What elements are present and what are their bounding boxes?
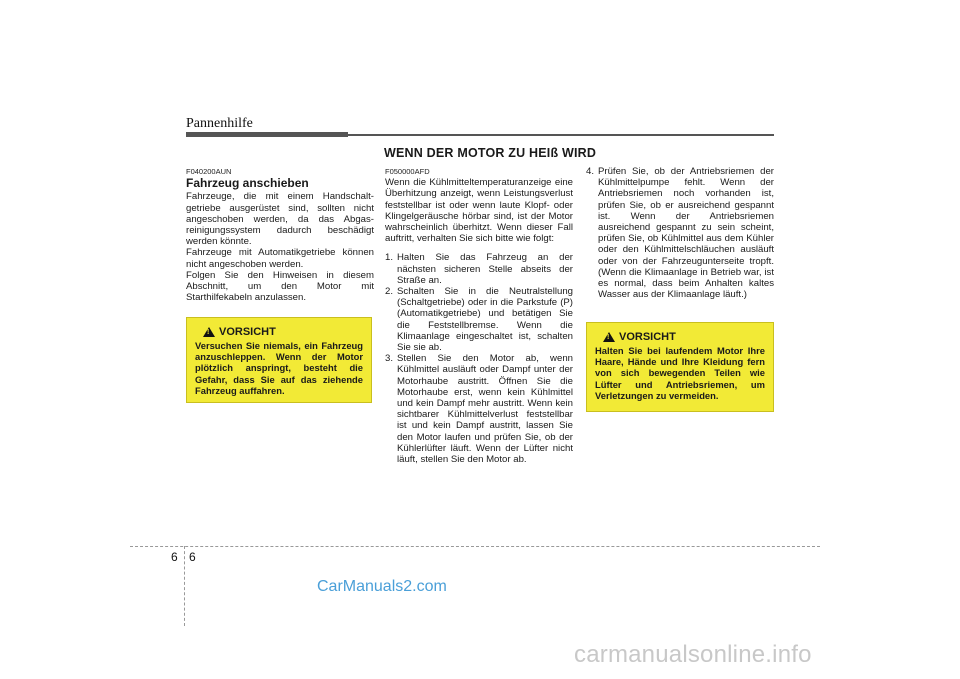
- right-column: [586, 166, 774, 300]
- section-code: F050000AFD: [385, 167, 430, 176]
- list-item: 1. Halten Sie das Fahrzeug an der nächsten sicheren Stelle abseits der Straße an.: [385, 252, 573, 286]
- header-rule: [348, 134, 774, 136]
- warning-body: Halten Sie bei laufendem Motor Ihre Haare, Hände und Ihre Kleidung fern von sich bewegenden Teilen wie Lüfter und Antriebsriemen, um Verletzungen zu vermeiden.: [595, 345, 765, 401]
- watermark-left: CarManuals2.com: [317, 578, 447, 595]
- page-number: 6: [189, 550, 196, 564]
- section-code: F040200AUN: [186, 167, 232, 176]
- steps-list: [586, 166, 774, 300]
- footer-divider: [184, 546, 185, 626]
- paragraph: Fahrzeuge, die mit einem Handschaltgetriebe ausgerüstet sind, sollten nicht angeschoben werden, da das Abgasreinigungssystem dadurch beschädigt werden könnte.: [186, 191, 374, 248]
- warning-title: [203, 326, 363, 338]
- warning-body: Versuchen Sie niemals, ein Fahrzeug anzuschleppen. Wenn der Motor plötzlich anspringt, besteht die Gefahr, dass Sie auf das ziehende Fahrzeug auffahren.: [195, 340, 363, 396]
- subsection-title: Fahrzeug anschieben: [186, 176, 309, 191]
- section-heading: WENN DER MOTOR ZU HEIß WIRD: [384, 146, 597, 160]
- footer-rule: [130, 546, 820, 547]
- warning-title-text: VORSICHT: [619, 331, 676, 343]
- watermark-right: carmanualsonline.info: [574, 641, 812, 668]
- list-item: 3. Stellen Sie den Motor ab, wenn Kühlmittel ausläuft oder Dampf unter der Motorhaube austritt. Öffnen Sie die Motorhaube erst, wenn kein Kühlmittel und kein Dampf mehr austritt. Wenn kein sichtbarer Kühlmittelverlust feststellbar ist und kein Dampf austritt, lassen Sie den Motor laufen und prüfen Sie, ob der Kühlerlüfter läuft. Wenn der Lüfter nicht läuft, stellen Sie den Motor ab.: [385, 353, 573, 466]
- warning-triangle-icon: !: [603, 332, 615, 342]
- paragraph: Fahrzeuge mit Automatikgetriebe können nicht angeschoben werden.: [186, 247, 374, 270]
- warning-title: [603, 331, 765, 343]
- chapter-number: 6: [171, 550, 178, 564]
- paragraph: Folgen Sie den Hinweisen in diesem Abschnitt, um den Motor mit Starthilfekabeln anzulassen.: [186, 269, 374, 304]
- steps-list: [385, 252, 573, 465]
- header-bar: [186, 132, 348, 137]
- warning-box: [586, 322, 774, 412]
- section-title: Pannenhilfe: [186, 116, 253, 131]
- intro-paragraph: Wenn die Kühlmitteltemperaturanzeige eine Überhitzung anzeigt, wenn Leistungsverlust feststellbar ist oder wenn laute Klopf- oder Klingelgeräusche hörbar sind, ist der Motor wahrscheinlich überhitzt. Wenn dieser Fall auftritt, verhalten Sie sich bitte wie folgt:: [385, 177, 573, 245]
- warning-box: [186, 317, 372, 403]
- middle-column: [385, 166, 573, 465]
- left-column: [186, 166, 374, 303]
- warning-title-text: VORSICHT: [219, 326, 276, 338]
- warning-triangle-icon: !: [203, 327, 215, 337]
- list-item: 2. Schalten Sie in die Neutralstellung (Schaltgetriebe) oder in die Parkstufe (P) (Automatikgetriebe) und betätigen Sie die Feststellbremse. Wenn die Klimaanlage eingeschaltet ist, schalten Sie sie ab.: [385, 286, 573, 354]
- list-item: 4. Prüfen Sie, ob der Antriebsriemen der Kühlmittelpumpe fehlt. Wenn der Antriebsriemen noch vorhanden ist, prüfen Sie, ob er ausreichend gespannt ist. Wenn der Antriebsriemen ausreichend gespannt zu sein scheint, prüfen Sie, ob Kühlmittel aus dem Kühler oder den Kühlmittelschläuchen ausläuft oder von der Fahrzeugunterseite tropft. (Wenn die Klimaanlage in Betrieb war, ist es normal, dass beim Anhalten kaltes Wasser aus der Klimaanlage läuft.): [586, 166, 774, 301]
